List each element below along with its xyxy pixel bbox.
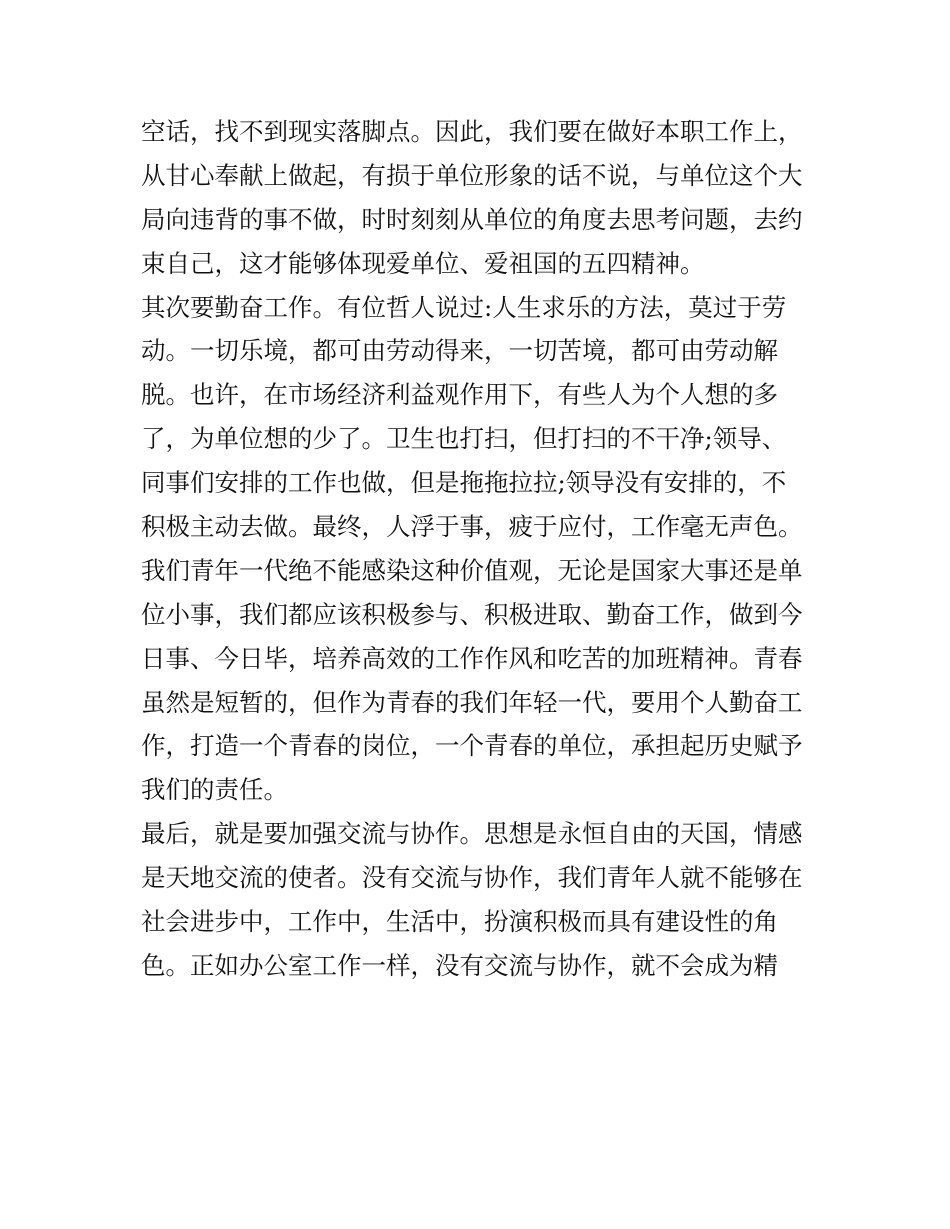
text-line-3: 局向违背的事不做，时时刻刻从单位的角度去思考问题，去约 xyxy=(141,204,803,234)
text-line-18: 是天地交流的使者。没有交流与协作，我们青年人就不能够在 xyxy=(141,863,803,893)
text-line-10: 积极主动去做。最终，人浮于事，疲于应付，工作毫无声色。 xyxy=(141,512,803,542)
text-line-1: 空话，找不到现实落脚点。因此，我们要在做好本职工作上， xyxy=(141,117,803,146)
text-line-8: 了，为单位想的少了。卫生也打扫，但打扫的不干净;领导、 xyxy=(141,424,787,454)
text-line-20: 色。正如办公室工作一样，没有交流与协作，就不会成为精 xyxy=(141,950,778,980)
body-text xyxy=(141,110,821,988)
text-line-16: 我们的责任。 xyxy=(141,775,288,805)
text-line-7: 脱。也许，在市场经济利益观作用下，有些人为个人想的多 xyxy=(141,380,778,410)
text-line-5: 其次要勤奋工作。有位哲人说过:人生求乐的方法，莫过于劳 xyxy=(141,292,787,322)
text-line-11: 我们青年一代绝不能感染这种价值观，无论是国家大事还是单 xyxy=(141,555,803,585)
text-line-19: 社会进步中，工作中，生活中，扮演积极而具有建设性的角 xyxy=(141,907,778,937)
text-line-13: 日事、今日毕，培养高效的工作作风和吃苦的加班精神。青春 xyxy=(141,643,803,673)
text-line-6: 动。一切乐境，都可由劳动得来，一切苦境，都可由劳动解 xyxy=(141,336,778,366)
text-line-9: 同事们安排的工作也做，但是拖拖拉拉;领导没有安排的，不 xyxy=(141,468,787,498)
text-line-17: 最后，就是要加强交流与协作。思想是永恒自由的天国，情感 xyxy=(141,819,803,849)
text-line-2: 从甘心奉献上做起，有损于单位形象的话不说，与单位这个大 xyxy=(141,160,803,190)
text-line-12: 位小事，我们都应该积极参与、积极进取、勤奋工作，做到今 xyxy=(141,599,803,629)
text-line-14: 虽然是短暂的，但作为青春的我们年轻一代，要用个人勤奋工 xyxy=(141,687,803,717)
text-line-4: 束自己，这才能够体现爱单位、爱祖国的五四精神。 xyxy=(141,248,705,278)
text-line-15: 作，打造一个青春的岗位，一个青春的单位，承担起历史赋予 xyxy=(141,731,803,761)
